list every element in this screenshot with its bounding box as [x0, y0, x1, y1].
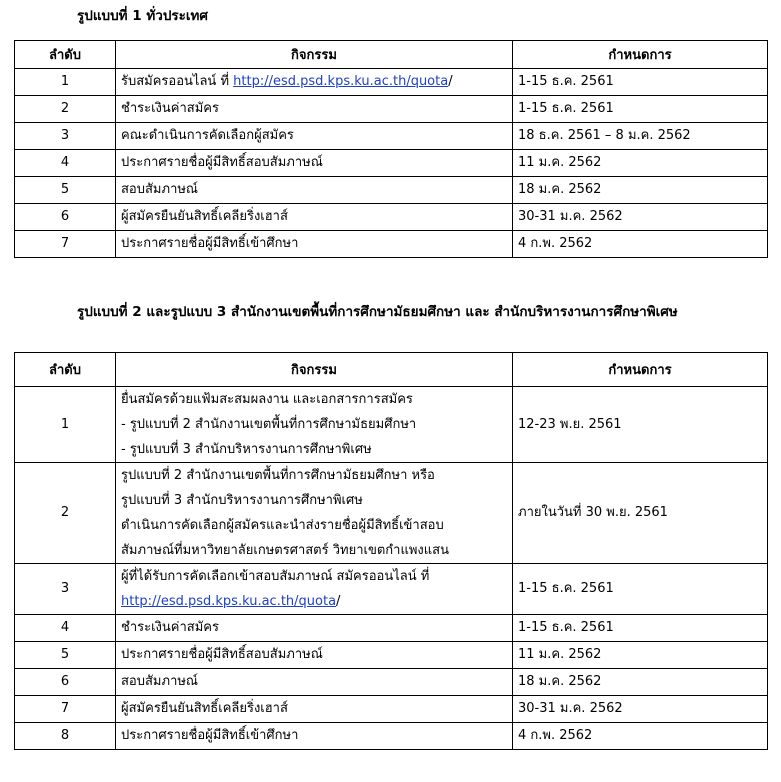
activity-text: รับสมัครออนไลน์ ที่ — [121, 74, 234, 89]
table-row — [15, 150, 768, 177]
activity-line: สัมภาษณ์ที่มหาวิทยาลัยเกษตรศาสตร์ วิทยาเขตกำแพงแสน — [121, 543, 449, 558]
table-row — [15, 231, 768, 258]
section-1-heading: รูปแบบที่ 1 ทั่วประเทศ — [77, 8, 208, 24]
row-date: 18 ม.ค. 2562 — [513, 177, 768, 204]
row-activity: ผู้สมัครยืนยันสิทธิ์เคลียริ่งเฮาส์ — [116, 696, 513, 723]
header-date: กำหนดการ — [513, 353, 768, 387]
row-order: 2 — [15, 96, 116, 123]
row-activity: ประกาศรายชื่อผู้มีสิทธิ์เข้าศึกษา — [116, 231, 513, 258]
row-activity: ชำระเงินค่าสมัคร — [116, 615, 513, 642]
row-date: 30-31 ม.ค. 2562 — [513, 204, 768, 231]
table-row — [15, 642, 768, 669]
row-activity — [116, 387, 513, 463]
table-row — [15, 615, 768, 642]
row-order: 3 — [15, 123, 116, 150]
row-date: 1-15 ธ.ค. 2561 — [513, 69, 768, 96]
row-order: 7 — [15, 231, 116, 258]
schedule-table-2 — [14, 352, 768, 750]
table-header-row — [15, 41, 768, 69]
row-date: 1-15 ธ.ค. 2561 — [513, 615, 768, 642]
url-suffix: / — [448, 74, 453, 89]
table-header-row — [15, 353, 768, 387]
row-order: 8 — [15, 723, 116, 750]
row-activity: ประกาศรายชื่อผู้มีสิทธิ์เข้าศึกษา — [116, 723, 513, 750]
row-order: 1 — [15, 387, 116, 463]
row-date: ภายในวันที่ 30 พ.ย. 2561 — [513, 463, 768, 564]
table-row — [15, 723, 768, 750]
url-suffix: / — [336, 594, 341, 609]
table-row — [15, 463, 768, 564]
activity-line: รูปแบบที่ 3 สำนักบริหารงานการศึกษาพิเศษ — [121, 493, 363, 508]
row-order: 5 — [15, 642, 116, 669]
schedule-table-1 — [14, 40, 768, 258]
header-order: ลำดับ — [15, 41, 116, 69]
row-date: 1-15 ธ.ค. 2561 — [513, 96, 768, 123]
row-order: 6 — [15, 669, 116, 696]
row-activity: คณะดำเนินการคัดเลือกผู้สมัคร — [116, 123, 513, 150]
row-date: 4 ก.พ. 2562 — [513, 231, 768, 258]
row-date: 18 ม.ค. 2562 — [513, 669, 768, 696]
row-order: 3 — [15, 564, 116, 615]
row-order: 1 — [15, 69, 116, 96]
section-2-heading: รูปแบบที่ 2 และรูปแบบ 3 สำนักงานเขตพื้นที่การศึกษามัธยมศึกษา และ สำนักบริหารงานการศึกษาพิเศษ — [77, 304, 678, 320]
row-order: 5 — [15, 177, 116, 204]
row-date: 4 ก.พ. 2562 — [513, 723, 768, 750]
row-activity: สอบสัมภาษณ์ — [116, 177, 513, 204]
row-activity: ประกาศรายชื่อผู้มีสิทธิ์สอบสัมภาษณ์ — [116, 150, 513, 177]
row-activity: ชำระเงินค่าสมัคร — [116, 96, 513, 123]
row-activity — [116, 463, 513, 564]
row-date: 30-31 ม.ค. 2562 — [513, 696, 768, 723]
row-order: 4 — [15, 615, 116, 642]
quota-link[interactable]: http://esd.psd.kps.ku.ac.th/quota — [121, 594, 337, 609]
row-activity — [116, 564, 513, 615]
row-activity: ผู้สมัครยืนยันสิทธิ์เคลียริ่งเฮาส์ — [116, 204, 513, 231]
activity-line: ดำเนินการคัดเลือกผู้สมัครและนำส่งรายชื่อผู้มีสิทธิ์เข้าสอบ — [121, 518, 444, 533]
table-row — [15, 564, 768, 615]
row-date: 1-15 ธ.ค. 2561 — [513, 564, 768, 615]
row-order: 2 — [15, 463, 116, 564]
table-row — [15, 177, 768, 204]
table-row — [15, 123, 768, 150]
activity-line: - รูปแบบที่ 3 สำนักบริหารงานการศึกษาพิเศษ — [121, 442, 372, 457]
row-activity: ประกาศรายชื่อผู้มีสิทธิ์สอบสัมภาษณ์ — [116, 642, 513, 669]
table-row — [15, 96, 768, 123]
row-date: 11 ม.ค. 2562 — [513, 642, 768, 669]
header-activity: กิจกรรม — [116, 353, 513, 387]
row-order: 6 — [15, 204, 116, 231]
table-row — [15, 387, 768, 463]
activity-line: ผู้ที่ได้รับการคัดเลือกเข้าสอบสัมภาษณ์ สมัครออนไลน์ ที่ — [121, 569, 430, 584]
header-order: ลำดับ — [15, 353, 116, 387]
row-date: 12-23 พ.ย. 2561 — [513, 387, 768, 463]
activity-line: - รูปแบบที่ 2 สำนักงานเขตพื้นที่การศึกษามัธยมศึกษา — [121, 417, 417, 432]
table-row — [15, 204, 768, 231]
activity-line: รูปแบบที่ 2 สำนักงานเขตพื้นที่การศึกษามัธยมศึกษา หรือ — [121, 468, 435, 483]
activity-line — [121, 589, 507, 614]
table-row — [15, 69, 768, 96]
header-date: กำหนดการ — [513, 41, 768, 69]
row-activity: สอบสัมภาษณ์ — [116, 669, 513, 696]
row-date: 18 ธ.ค. 2561 – 8 ม.ค. 2562 — [513, 123, 768, 150]
table-row — [15, 696, 768, 723]
row-date: 11 ม.ค. 2562 — [513, 150, 768, 177]
activity-line: ยื่นสมัครด้วยแฟ้มสะสมผลงาน และเอกสารการสมัคร — [121, 392, 413, 407]
row-order: 4 — [15, 150, 116, 177]
row-activity — [116, 69, 513, 96]
table-row — [15, 669, 768, 696]
quota-link[interactable]: http://esd.psd.kps.ku.ac.th/quota — [233, 74, 449, 89]
header-activity: กิจกรรม — [116, 41, 513, 69]
row-order: 7 — [15, 696, 116, 723]
